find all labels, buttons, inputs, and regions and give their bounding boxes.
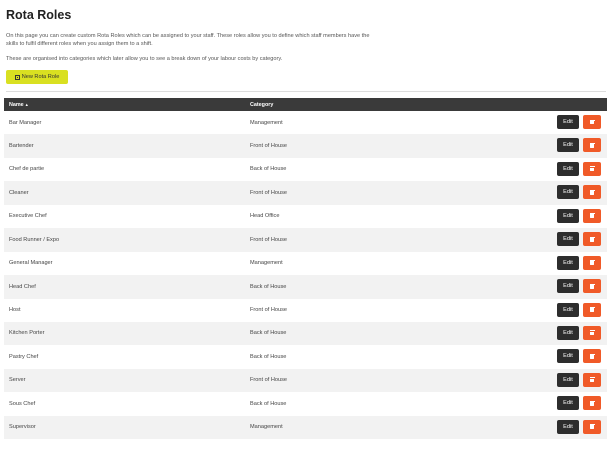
column-header-category: Category	[250, 101, 274, 108]
delete-button[interactable]	[583, 162, 601, 176]
sort-ascending-icon: ▲	[24, 101, 29, 107]
role-category: Front of House	[250, 142, 287, 149]
edit-button[interactable]: Edit	[557, 162, 579, 176]
page-title: Rota Roles	[6, 8, 72, 22]
role-category: Back of House	[250, 283, 287, 290]
delete-button[interactable]	[583, 209, 601, 223]
role-category: Management	[250, 424, 283, 431]
new-rota-role-button[interactable]	[6, 70, 68, 84]
table-row	[4, 134, 607, 157]
edit-button[interactable]: Edit	[557, 209, 579, 223]
delete-button[interactable]	[583, 138, 601, 152]
divider	[6, 91, 606, 92]
edit-button[interactable]: Edit	[557, 138, 579, 152]
trash-icon	[590, 330, 594, 335]
table-row	[4, 369, 607, 392]
table-row	[4, 111, 607, 134]
edit-button[interactable]: Edit	[557, 115, 579, 129]
delete-button[interactable]	[583, 326, 601, 340]
delete-button[interactable]	[583, 232, 601, 246]
role-category: Back of House	[250, 330, 287, 337]
page-intro-categories: These are organised into categories which later allow you to see a break down of your labour costs by category.	[6, 56, 283, 62]
edit-button[interactable]: Edit	[557, 326, 579, 340]
delete-button[interactable]	[583, 115, 601, 129]
trash-icon	[590, 120, 594, 125]
role-category: Front of House	[250, 307, 287, 313]
table-row	[4, 228, 607, 251]
role-name: Food Runner / Expo	[9, 236, 60, 243]
role-category: Head Office	[250, 213, 280, 220]
role-name: Bar Manager	[9, 119, 42, 126]
table-row	[4, 181, 607, 204]
table-body	[4, 111, 607, 439]
trash-icon	[590, 166, 594, 171]
trash-icon	[590, 190, 594, 195]
role-name: Cleaner	[9, 189, 29, 196]
role-name: Head Chef	[9, 283, 36, 290]
delete-button[interactable]	[583, 373, 601, 387]
role-category: Back of House	[250, 400, 287, 407]
role-category: Front of House	[250, 189, 287, 196]
edit-button[interactable]: Edit	[557, 279, 579, 293]
role-name: Pastry Chef	[9, 353, 39, 360]
new-rota-role-label: New Rota Role	[21, 74, 60, 80]
delete-button[interactable]	[583, 396, 601, 410]
edit-button[interactable]: Edit	[557, 420, 579, 434]
trash-icon	[590, 354, 594, 359]
trash-icon	[590, 213, 594, 218]
trash-icon	[590, 401, 594, 406]
column-header-name[interactable]	[9, 102, 29, 108]
edit-button[interactable]: Edit	[557, 349, 579, 363]
role-name: General Manager	[9, 260, 53, 267]
role-name: Bartender	[9, 142, 34, 149]
trash-icon	[590, 284, 594, 289]
table-header	[4, 98, 607, 111]
role-category: Front of House	[250, 236, 287, 243]
plus-square-icon	[15, 75, 20, 80]
trash-icon	[590, 424, 594, 429]
table-row	[4, 392, 607, 415]
role-name: Supervisor	[9, 424, 36, 431]
trash-icon	[590, 307, 594, 312]
page-intro: On this page you can create custom Rota Roles which can be assigned to your staff. These roles allow you to define which staff members have the skills to fulfil different roles when you assign them to a shift.	[6, 33, 370, 48]
role-name: Sous Chef	[9, 400, 36, 407]
column-header-name-label: Name	[9, 101, 24, 108]
rota-roles-table	[4, 98, 607, 439]
delete-button[interactable]	[583, 303, 601, 317]
table-row	[4, 252, 607, 275]
edit-button[interactable]: Edit	[557, 185, 579, 199]
trash-icon	[590, 377, 594, 382]
trash-icon	[590, 143, 594, 148]
delete-button[interactable]	[583, 420, 601, 434]
table-row	[4, 416, 607, 439]
role-category: Back of House	[250, 166, 287, 173]
role-name: Host	[9, 307, 21, 313]
delete-button[interactable]	[583, 279, 601, 293]
role-name: Executive Chef	[9, 213, 47, 220]
table-row	[4, 275, 607, 298]
delete-button[interactable]	[583, 349, 601, 363]
role-category: Management	[250, 119, 283, 126]
table-row	[4, 158, 607, 181]
role-name: Server	[9, 377, 26, 384]
role-name: Kitchen Porter	[9, 330, 45, 337]
table-row	[4, 322, 607, 345]
delete-button[interactable]	[583, 256, 601, 270]
table-row	[4, 345, 607, 368]
role-name: Chef de partie	[9, 166, 45, 173]
table-row	[4, 299, 607, 322]
role-category: Front of House	[250, 377, 287, 384]
delete-button[interactable]	[583, 185, 601, 199]
edit-button[interactable]: Edit	[557, 373, 579, 387]
table-row	[4, 205, 607, 228]
edit-button[interactable]: Edit	[557, 303, 579, 317]
trash-icon	[590, 237, 594, 242]
role-category: Management	[250, 260, 283, 267]
edit-button[interactable]: Edit	[557, 396, 579, 410]
edit-button[interactable]: Edit	[557, 256, 579, 270]
role-category: Back of House	[250, 353, 287, 360]
trash-icon	[590, 260, 594, 265]
edit-button[interactable]: Edit	[557, 232, 579, 246]
